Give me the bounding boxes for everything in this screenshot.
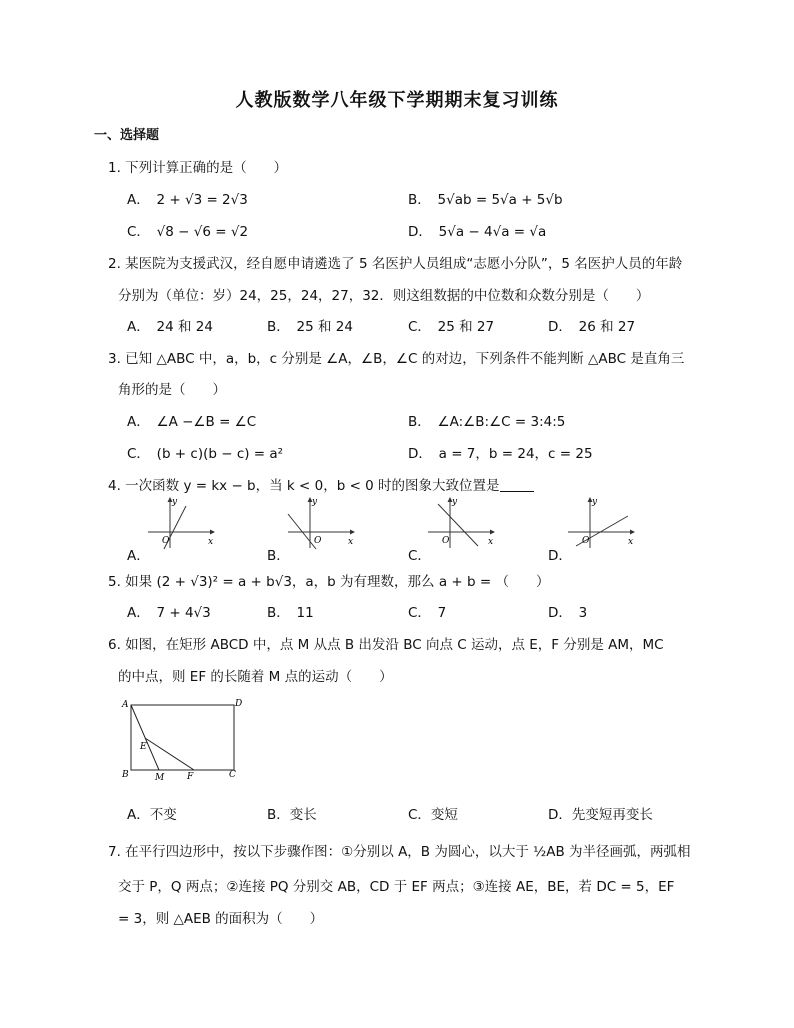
question-3-option-a[interactable]: A． ∠A −∠B = ∠C — [127, 414, 257, 430]
question-5-option-d[interactable]: D． 3 — [548, 605, 588, 621]
question-2-option-c[interactable]: C． 25 和 27 — [408, 319, 495, 335]
x-axis-label: x — [348, 537, 354, 547]
point-a-label: A — [122, 700, 129, 710]
question-1-option-c[interactable]: C． √8 − √6 = √2 — [127, 224, 249, 240]
point-d-label: D — [235, 699, 243, 709]
question-1-option-b[interactable]: B． 5√ab = 5√a + 5√b — [408, 192, 563, 208]
question-4-option-b[interactable]: B． — [267, 548, 290, 564]
question-2-option-b[interactable]: B． 25 和 24 — [267, 319, 353, 335]
question-4-stem-text: 4. 一次函数 y = kx − b，当 k < 0，b < 0 时的图象大致位置是 — [108, 478, 500, 494]
question-2-stem-line-1: 2. 某医院为支援武汉，经自愿申请遴选了 5 名医护人员组成“志愿小分队”，5 名医护人员的年龄 — [108, 256, 683, 272]
page-title: 人教版数学八年级下学期期末复习训练 — [235, 90, 559, 111]
question-6-option-a[interactable]: A．不变 — [127, 807, 177, 823]
question-4-graph-a[interactable] — [146, 494, 218, 550]
segment-am — [131, 705, 159, 770]
y-axis-label: y — [592, 497, 598, 507]
question-6-stem-line-1: 6. 如图，在矩形 ABCD 中，点 M 从点 B 出发沿 BC 向点 C 运动，点 E，F 分别是 AM，MC — [108, 637, 664, 653]
question-5-stem: 5. 如果 (2 + √3)² = a + b√3，a，b 为有理数，那么 a + b = （ ） — [108, 574, 550, 590]
point-m-label: M — [155, 773, 165, 783]
question-4-graph-c[interactable] — [426, 494, 498, 550]
y-axis-label: y — [312, 497, 318, 507]
question-5-option-a[interactable]: A． 7 + 4√3 — [127, 605, 211, 621]
question-3-option-b[interactable]: B． ∠A:∠B:∠C = 3:4:5 — [408, 414, 566, 430]
point-e-label: E — [140, 742, 147, 752]
question-6-option-d[interactable]: D．先变短再变长 — [548, 807, 653, 823]
section-heading: 一、选择题 — [94, 128, 160, 143]
origin-label: O — [162, 536, 170, 546]
x-axis-arrow — [210, 530, 215, 535]
question-7-stem-line-3: = 3，则 △AEB 的面积为（ ） — [118, 911, 324, 927]
y-axis-label: y — [452, 497, 458, 507]
question-1-option-a[interactable]: A． 2 + √3 = 2√3 — [127, 192, 248, 208]
point-b-label: B — [122, 770, 129, 780]
question-6-option-b[interactable]: B．变长 — [267, 807, 317, 823]
question-4-stem — [108, 474, 534, 494]
question-2-option-d[interactable]: D． 26 和 27 — [548, 319, 636, 335]
question-2-stem-line-2: 分别为（单位：岁）24，25，24，27，32．则这组数据的中位数和众数分别是（ ） — [118, 288, 650, 304]
x-axis-label: x — [488, 537, 494, 547]
question-6-option-c[interactable]: C．变短 — [408, 807, 458, 823]
question-1-option-d[interactable]: D． 5√a − 4√a = √a — [408, 224, 547, 240]
question-2-option-a[interactable]: A． 24 和 24 — [127, 319, 213, 335]
question-5-option-c[interactable]: C． 7 — [408, 605, 447, 621]
question-7-stem-line-1: 7. 在平行四边形中，按以下步骤作图：①分别以 A，B 为圆心，以大于 ½AB 为半径画弧，两弧相 — [108, 844, 691, 860]
question-4-option-c[interactable]: C． — [408, 548, 431, 564]
question-1-stem: 1. 下列计算正确的是（ ） — [108, 160, 288, 176]
point-f-label: F — [187, 772, 194, 782]
question-7-stem-line-2: 交于 P，Q 两点；②连接 PQ 分别交 AB，CD 于 EF 两点；③连接 AE，BE，若 DC = 5，EF — [118, 879, 675, 895]
question-3-option-d[interactable]: D． a = 7，b = 24，c = 25 — [408, 446, 593, 462]
rectangle-abcd — [131, 705, 234, 770]
x-axis-label: x — [208, 537, 214, 547]
origin-label: O — [442, 536, 450, 546]
question-5-option-b[interactable]: B． 11 — [267, 605, 314, 621]
rectangle-abcd-figure — [118, 696, 248, 786]
question-3-stem-line-1: 3. 已知 △ABC 中，a，b，c 分别是 ∠A，∠B，∠C 的对边，下列条件不能判断 △ABC 是直角三 — [108, 351, 685, 367]
question-4-graph-b[interactable] — [286, 494, 358, 550]
point-c-label: C — [229, 770, 236, 780]
x-axis-arrow — [350, 530, 355, 535]
origin-label: O — [314, 536, 322, 546]
question-3-stem-line-2: 角形的是（ ） — [118, 382, 226, 398]
y-axis-label: y — [172, 497, 178, 507]
answer-blank — [500, 480, 534, 492]
question-6-stem-line-2: 的中点，则 EF 的长随着 M 点的运动（ ） — [118, 669, 393, 685]
origin-label: O — [582, 536, 590, 546]
question-4-option-d[interactable]: D． — [548, 548, 572, 564]
question-3-option-c[interactable]: C． (b + c)(b − c) = a² — [127, 446, 284, 462]
question-4-graph-d[interactable] — [566, 494, 638, 550]
x-axis-label: x — [628, 537, 634, 547]
x-axis-arrow — [630, 530, 635, 535]
question-4-option-a[interactable]: A． — [127, 548, 150, 564]
x-axis-arrow — [490, 530, 495, 535]
